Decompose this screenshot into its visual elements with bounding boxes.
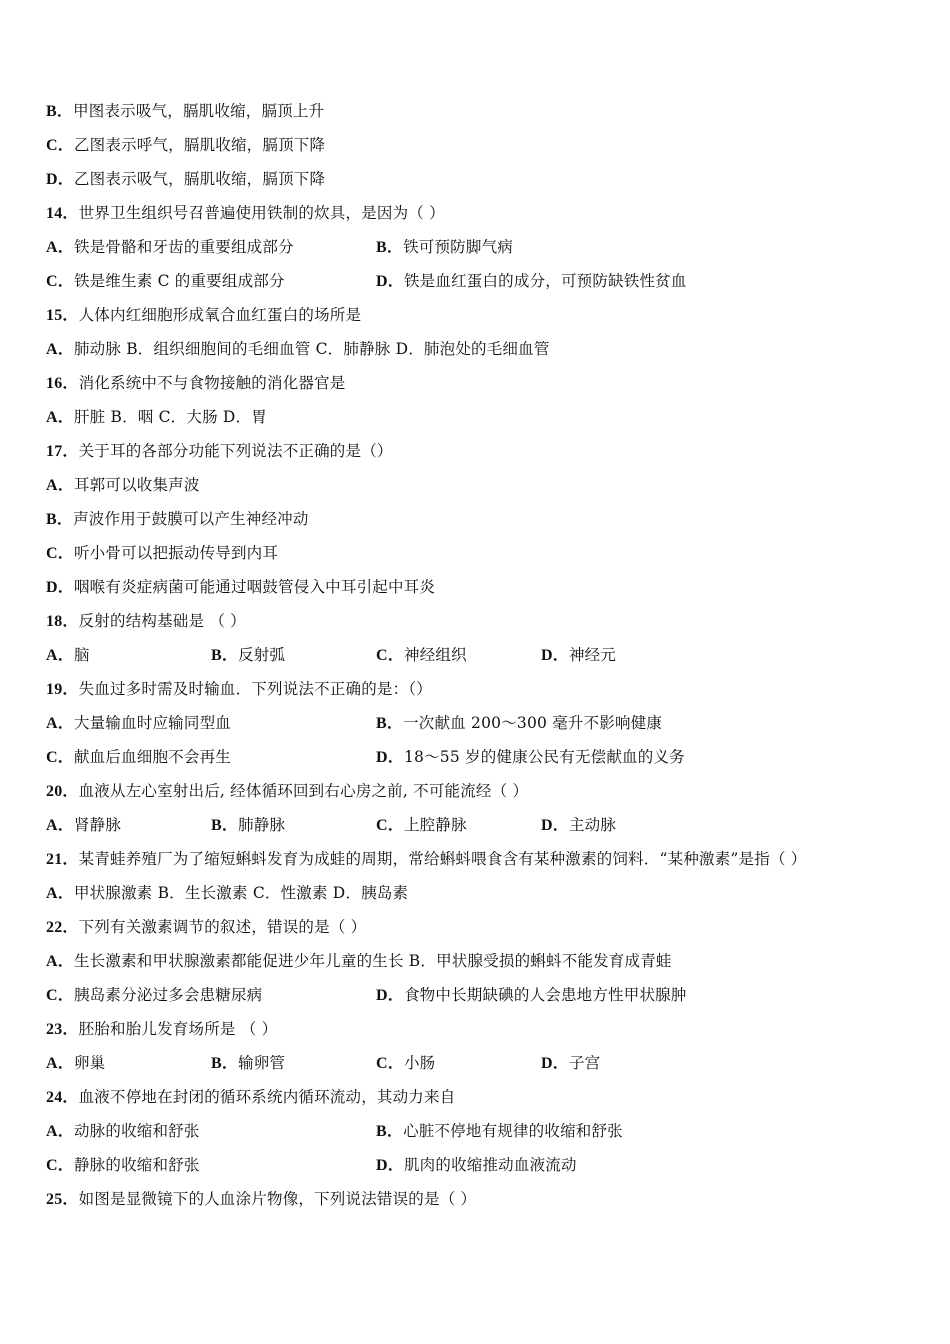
item-label: D． [376, 749, 404, 766]
item-label: D． [376, 1157, 404, 1174]
item-text: 18～55 岁的健康公民有无偿献血的义务 [403, 748, 685, 766]
item-label: B． [376, 715, 404, 732]
item-text: 失血过多时需及时输血．下列说法不正确的是：（） [78, 680, 432, 698]
item-label: D． [46, 171, 74, 188]
answer-option [376, 235, 513, 260]
item-label: 24． [46, 1089, 79, 1106]
item-text: 如图是显微镜下的人血涂片物像，下列说法错误的是（ ） [78, 1190, 477, 1208]
item-text: 主动脉 [568, 816, 617, 834]
answer-option [376, 269, 687, 294]
answer-option [211, 813, 285, 838]
item-text: 子宫 [568, 1054, 601, 1072]
answer-option [376, 1119, 623, 1144]
answer-option [46, 983, 262, 1008]
answer-option [46, 1119, 200, 1144]
item-label: A． [46, 953, 74, 970]
item-label: 17． [46, 443, 79, 460]
item-text: 小肠 [403, 1054, 436, 1072]
answer-option [376, 983, 687, 1008]
answer-option [46, 541, 278, 566]
item-label: C． [46, 273, 74, 290]
item-text: 铁是维生素 C 的重要组成部分 [73, 272, 285, 290]
answer-option [46, 507, 309, 532]
item-text: 血液不停地在封闭的循环系统内循环流动，其动力来自 [78, 1088, 456, 1106]
item-label: C． [46, 1157, 74, 1174]
question-stem [46, 779, 528, 804]
item-text: 一次献血 200～300 毫升不影响健康 [403, 714, 663, 732]
item-text: 肺静脉 [238, 816, 286, 834]
answer-option [46, 167, 325, 192]
item-text: 生长激素和甲状腺激素都能促进少年儿童的生长 B．甲状腺受损的蝌蚪不能发育成青蛙 [73, 952, 672, 970]
item-text: 听小骨可以把振动传导到内耳 [73, 544, 279, 562]
item-text: 食物中长期缺碘的人会患地方性甲状腺肿 [403, 986, 687, 1004]
answer-option [376, 745, 685, 770]
item-label: D． [376, 987, 404, 1004]
question-stem [46, 1017, 277, 1042]
item-label: C． [46, 749, 74, 766]
answer-option [46, 881, 408, 906]
item-text: 肝脏 B．咽 C．大肠 D．胃 [73, 408, 267, 426]
item-label: 18． [46, 613, 79, 630]
item-label: 20． [46, 783, 79, 800]
question-stem [46, 439, 393, 464]
item-text: 铁是血红蛋白的成分，可预防缺铁性贫血 [403, 272, 687, 290]
item-label: A． [46, 341, 74, 358]
item-label: 14． [46, 205, 79, 222]
item-label: A． [46, 1123, 74, 1140]
item-label: A． [46, 885, 74, 902]
item-text: 大量输血时应输同型血 [73, 714, 231, 732]
item-label: A． [46, 239, 74, 256]
item-label: C． [376, 1055, 404, 1072]
item-label: A． [46, 477, 74, 494]
item-text: 心脏不停地有规律的收缩和舒张 [403, 1122, 623, 1140]
item-text: 肌肉的收缩推动血液流动 [403, 1156, 577, 1174]
item-label: 23． [46, 1021, 79, 1038]
answer-option [46, 405, 267, 430]
item-text: 上腔静脉 [403, 816, 467, 834]
item-label: A． [46, 715, 74, 732]
item-text: 下列有关激素调节的叙述，错误的是（ ） [78, 918, 367, 936]
item-label: B． [46, 103, 74, 120]
answer-option [541, 643, 616, 668]
answer-option [376, 813, 467, 838]
item-label: 21． [46, 851, 79, 868]
question-stem [46, 1187, 476, 1212]
answer-option [46, 337, 550, 362]
item-text: 耳郭可以收集声波 [73, 476, 200, 494]
item-label: B． [211, 647, 239, 664]
item-label: 25． [46, 1191, 79, 1208]
item-text: 胰岛素分泌过多会患糖尿病 [73, 986, 263, 1004]
item-label: B． [211, 1055, 239, 1072]
question-stem [46, 303, 361, 328]
item-text: 某青蛙养殖厂为了缩短蝌蚪发育为成蛙的周期，常给蝌蚪喂食含有某种激素的饲料．“某种激素”是指（ ） [78, 850, 807, 868]
question-stem [46, 915, 366, 940]
question-stem [46, 677, 432, 702]
item-text: 输卵管 [238, 1054, 286, 1072]
item-label: D． [541, 1055, 569, 1072]
answer-option [46, 575, 435, 600]
item-label: A． [46, 647, 74, 664]
item-text: 血液从左心室射出后, 经体循环回到右心房之前, 不可能流经（ ） [78, 782, 529, 800]
item-label: D． [541, 817, 569, 834]
answer-option [46, 473, 200, 498]
question-stem [46, 1085, 455, 1110]
item-text: 世界卫生组织号召普遍使用铁制的炊具，是因为（ ） [78, 204, 445, 222]
item-label: C． [46, 987, 74, 1004]
answer-option [46, 133, 325, 158]
question-stem [46, 847, 807, 872]
item-label: B． [376, 1123, 404, 1140]
answer-option [46, 1153, 200, 1178]
item-text: 反射弧 [238, 646, 286, 664]
answer-option [46, 235, 294, 260]
item-label: 19． [46, 681, 79, 698]
item-label: B． [376, 239, 404, 256]
item-text: 脑 [73, 646, 90, 664]
item-label: A． [46, 409, 74, 426]
item-label: C． [46, 545, 74, 562]
answer-option [46, 269, 285, 294]
item-label: D． [376, 273, 404, 290]
item-text: 人体内红细胞形成氧合血红蛋白的场所是 [78, 306, 362, 324]
item-label: D． [46, 579, 74, 596]
answer-option [46, 643, 90, 668]
item-text: 卵巢 [73, 1054, 106, 1072]
item-label: 22． [46, 919, 79, 936]
item-text: 肾静脉 [73, 816, 122, 834]
answer-option [46, 711, 231, 736]
answer-option [376, 1153, 577, 1178]
question-stem [46, 201, 445, 226]
answer-option [376, 643, 467, 668]
item-text: 铁可预防脚气病 [403, 238, 513, 256]
item-text: 铁是骨骼和牙齿的重要组成部分 [73, 238, 294, 256]
item-label: A． [46, 817, 74, 834]
answer-option [541, 813, 616, 838]
item-text: 肺动脉 B．组织细胞间的毛细血管 C．肺静脉 D．肺泡处的毛细血管 [73, 340, 550, 358]
item-label: C． [376, 817, 404, 834]
item-label: D． [541, 647, 569, 664]
answer-option [376, 1051, 435, 1076]
answer-option [46, 745, 231, 770]
item-text: 甲状腺激素 B．生长激素 C．性激素 D．胰岛素 [73, 884, 409, 902]
item-label: B． [46, 511, 74, 528]
item-text: 乙图表示吸气，膈肌收缩，膈顶下降 [73, 170, 326, 188]
question-stem [46, 609, 246, 634]
item-text: 消化系统中不与食物接触的消化器官是 [78, 374, 346, 392]
item-text: 关于耳的各部分功能下列说法不正确的是（） [78, 442, 393, 460]
item-label: A． [46, 1055, 74, 1072]
item-text: 动脉的收缩和舒张 [73, 1122, 200, 1140]
answer-option [211, 1051, 285, 1076]
item-label: 16． [46, 375, 79, 392]
item-text: 静脉的收缩和舒张 [73, 1156, 200, 1174]
item-text: 神经元 [568, 646, 617, 664]
item-text: 声波作用于鼓膜可以产生神经冲动 [73, 510, 309, 528]
item-label: C． [376, 647, 404, 664]
item-text: 神经组织 [403, 646, 467, 664]
item-text: 咽喉有炎症病菌可能通过咽鼓管侵入中耳引起中耳炎 [73, 578, 436, 596]
answer-option [46, 813, 121, 838]
question-stem [46, 371, 346, 396]
answer-option [376, 711, 662, 736]
item-text: 反射的结构基础是 （ ） [78, 612, 246, 630]
answer-option [46, 949, 672, 974]
answer-option [46, 99, 324, 124]
item-label: C． [46, 137, 74, 154]
item-text: 甲图表示吸气，膈肌收缩，膈顶上升 [73, 102, 325, 120]
item-text: 胚胎和胎儿发育场所是 （ ） [78, 1020, 278, 1038]
item-text: 乙图表示呼气，膈肌收缩，膈顶下降 [73, 136, 326, 154]
item-label: 15． [46, 307, 79, 324]
answer-option [46, 1051, 105, 1076]
answer-option [211, 643, 285, 668]
item-label: B． [211, 817, 239, 834]
item-text: 献血后血细胞不会再生 [73, 748, 231, 766]
answer-option [541, 1051, 600, 1076]
